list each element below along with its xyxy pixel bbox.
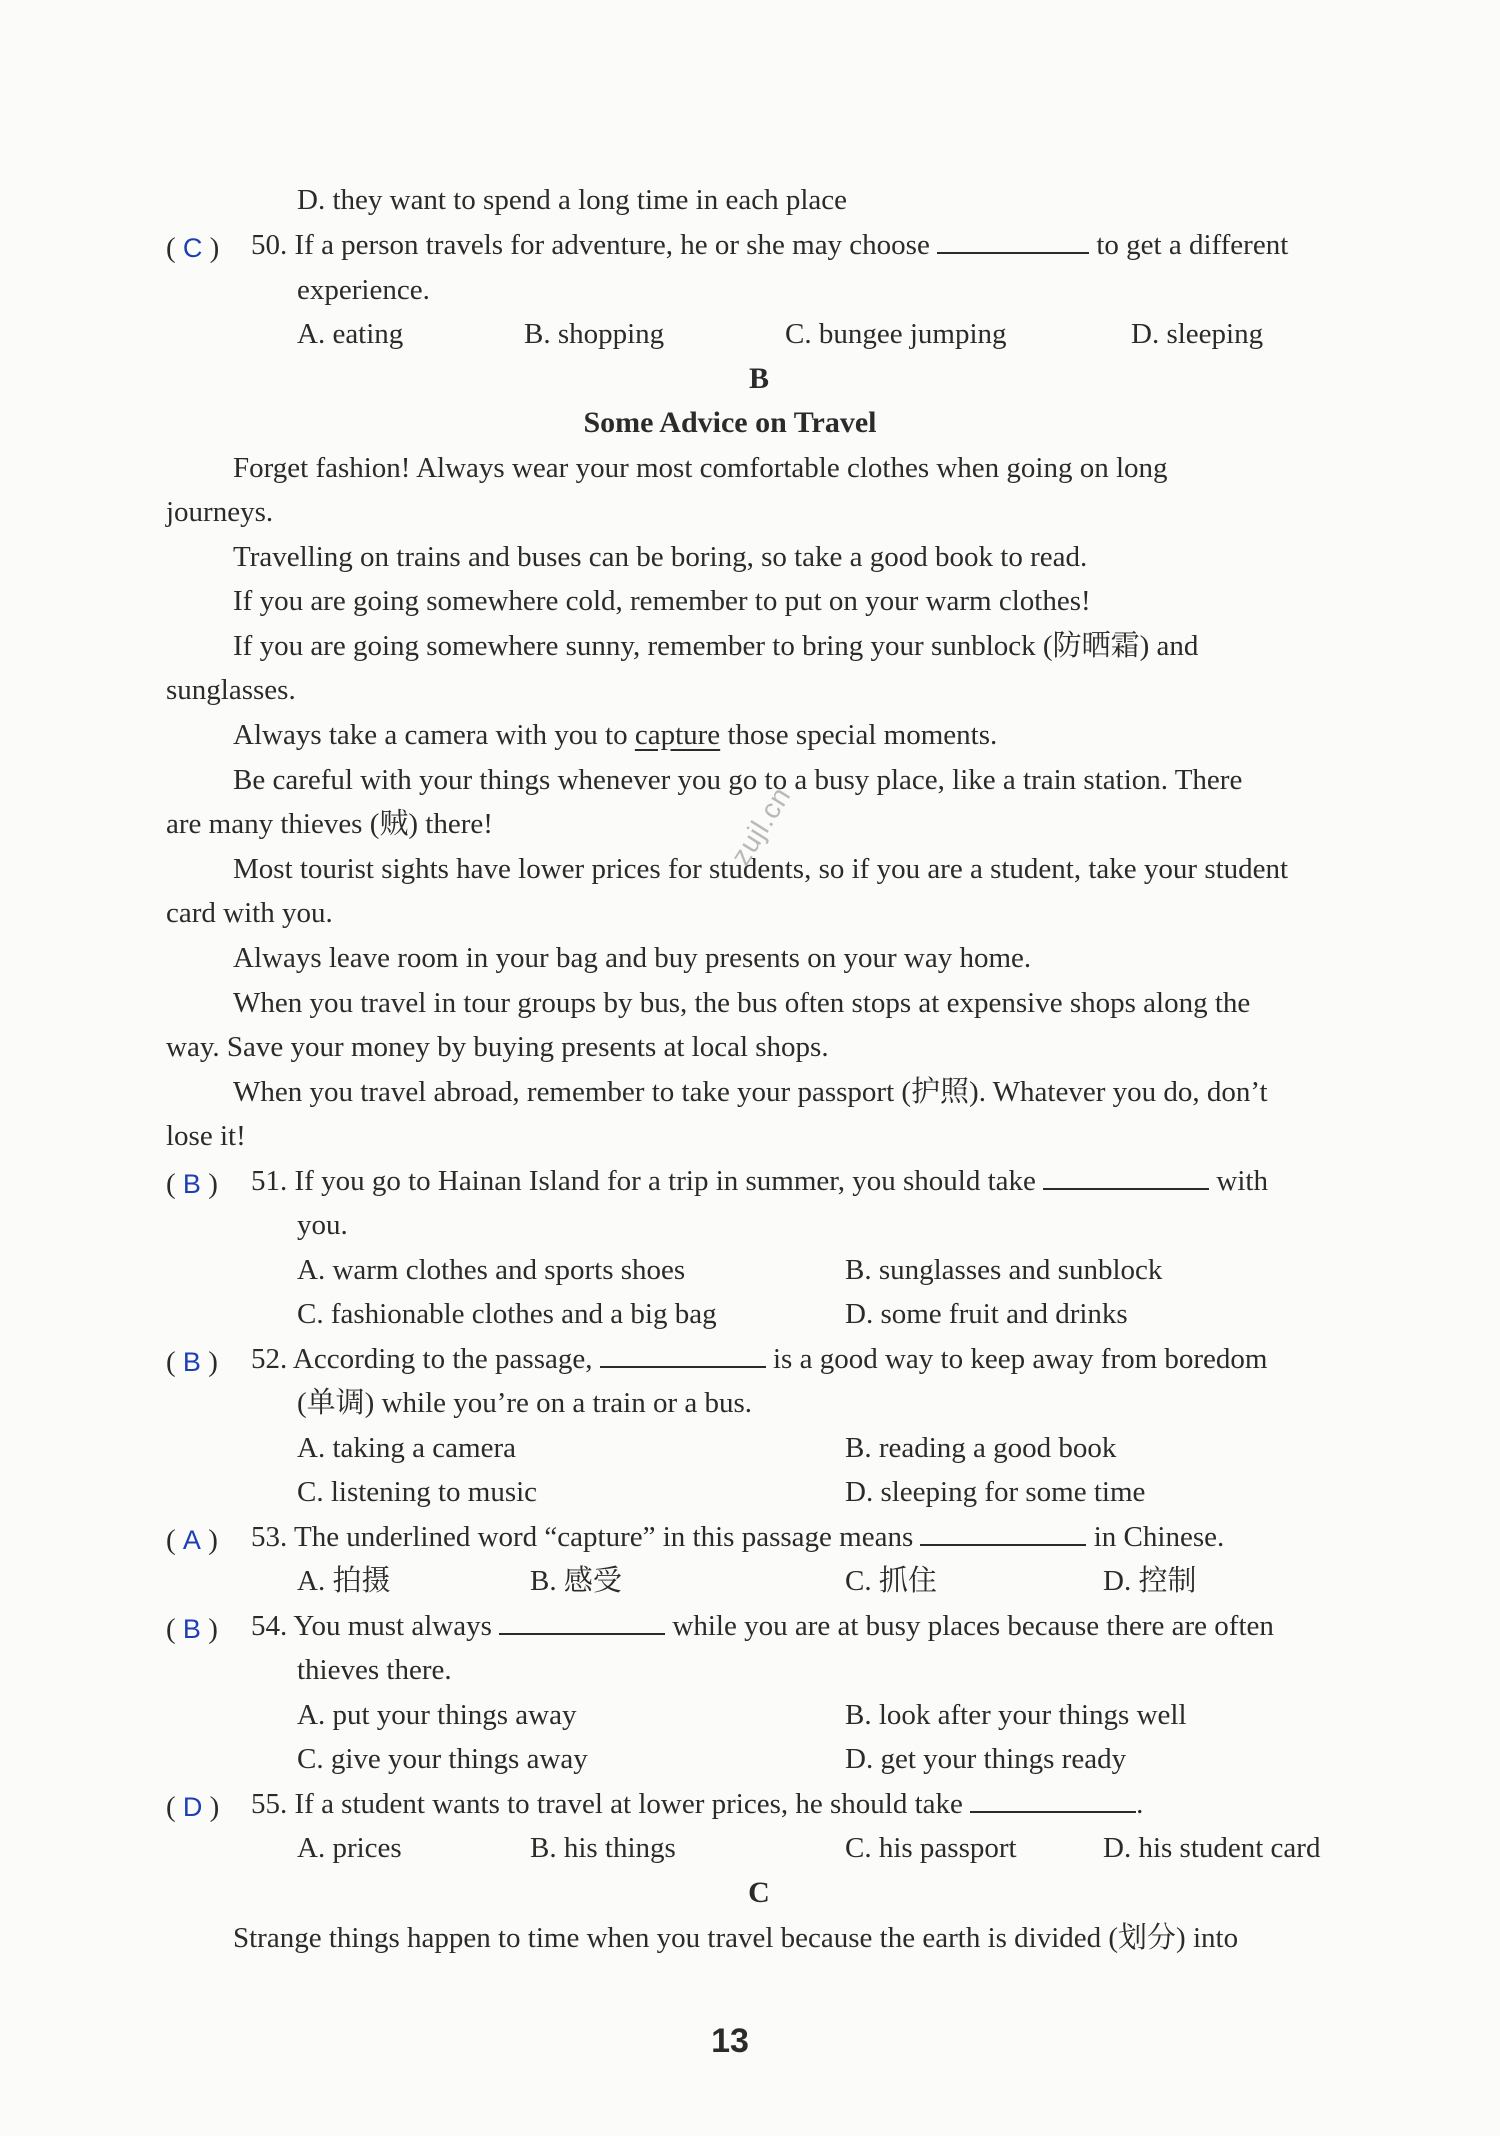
q51-option-b: B. sunglasses and sunblock [845, 1254, 1163, 1286]
passage-b-p8: Always leave room in your bag and buy presents on your way home. [233, 942, 1032, 974]
q52-blank [600, 1340, 766, 1368]
passage-b-p7-line2: card with you. [166, 897, 333, 929]
q50-option-b: B. shopping [524, 318, 665, 350]
passage-b-p10-line2: lose it! [166, 1120, 246, 1152]
q51-stem: 51. If you go to Hainan Island for a trip in summer, you should take with [251, 1161, 1268, 1201]
passage-b-p2: Travelling on trains and buses can be boring, so take a good book to read. [233, 541, 1088, 573]
q54-answer: B [182, 1614, 201, 1644]
passage-b-p1-line2: journeys. [166, 496, 274, 528]
passage-b-p1-line1: Forget fashion! Always wear your most comfortable clothes when going on long [233, 452, 1168, 484]
section-c-label: C [748, 1876, 770, 1909]
q54-option-d: D. get your things ready [845, 1743, 1127, 1775]
q55-option-a: A. prices [297, 1832, 402, 1864]
q52-answer-bracket: ( B ) [166, 1346, 218, 1378]
q50-answer: C [182, 233, 203, 263]
q50-answer-bracket: ( C ) [166, 232, 220, 264]
q54-stem-cont: thieves there. [297, 1654, 452, 1686]
q52-answer: B [182, 1347, 201, 1377]
passage-b-p7-line1: Most tourist sights have lower prices for students, so if you are a student, take your student [233, 853, 1289, 885]
q51-option-c: C. fashionable clothes and a big bag [297, 1298, 717, 1330]
underlined-word-capture: capture [634, 719, 721, 751]
q54-stem: 54. You must always while you are at busy places because there are often [251, 1606, 1274, 1646]
passage-b-p6-line1: Be careful with your things whenever you go to a busy place, like a train station. There [233, 764, 1243, 796]
passage-c-p1: Strange things happen to time when you travel because the earth is divided (划分) into [233, 1922, 1239, 1954]
q52-option-a: A. taking a camera [297, 1432, 517, 1464]
q51-option-a: A. warm clothes and sports shoes [297, 1254, 686, 1286]
q49-option-d: D. they want to spend a long time in each place [297, 184, 848, 216]
q54-option-c: C. give your things away [297, 1743, 588, 1775]
q52-stem-cont: (单调) while you’re on a train or a bus. [297, 1387, 753, 1419]
q52-option-d: D. sleeping for some time [845, 1476, 1146, 1508]
q55-answer-bracket: ( D ) [166, 1791, 220, 1823]
passage-b-p9-line1: When you travel in tour groups by bus, the bus often stops at expensive shops along the [233, 987, 1251, 1019]
q50-option-c: C. bungee jumping [785, 318, 1007, 350]
passage-b-p6-line2: are many thieves (贼) there! [166, 808, 493, 840]
section-b-label: B [748, 362, 769, 395]
q54-option-a: A. put your things away [297, 1699, 577, 1731]
q53-option-c: C. 抓住 [845, 1565, 937, 1597]
q51-answer-bracket: ( B ) [166, 1168, 218, 1200]
passage-b-p9-line2: way. Save your money by buying presents at local shops. [166, 1031, 829, 1063]
q55-option-b: B. his things [530, 1832, 676, 1864]
passage-b-p4-line2: sunglasses. [166, 674, 296, 706]
q51-blank [1043, 1162, 1209, 1190]
q50-blank [937, 226, 1089, 254]
q55-answer: D [182, 1792, 203, 1822]
q55-option-c: C. his passport [845, 1832, 1017, 1864]
q55-stem: 55. If a student wants to travel at lower prices, he should take . [251, 1784, 1143, 1824]
q51-answer: B [182, 1169, 201, 1199]
passage-b-p10-line1: When you travel abroad, remember to take your passport (护照). Whatever you do, don’t [233, 1076, 1268, 1108]
q53-option-d: D. 控制 [1103, 1565, 1197, 1597]
q50-option-a: A. eating [297, 318, 404, 350]
q52-option-c: C. listening to music [297, 1476, 538, 1508]
q55-option-d: D. his student card [1103, 1832, 1321, 1864]
q50-option-d: D. sleeping [1131, 318, 1264, 350]
q54-answer-bracket: ( B ) [166, 1613, 218, 1645]
section-b-title: Some Advice on Travel [583, 406, 877, 439]
passage-b-p4-line1: If you are going somewhere sunny, remember to bring your sunblock (防晒霜) and [233, 630, 1199, 662]
q51-option-d: D. some fruit and drinks [845, 1298, 1128, 1330]
q50-stem: 50. If a person travels for adventure, he or she may choose to get a different [251, 225, 1288, 265]
q53-option-b: B. 感受 [530, 1565, 622, 1597]
page-number: 13 [711, 2022, 749, 2060]
passage-b-p5: Always take a camera with you to capture those special moments. [233, 719, 998, 751]
q51-stem-cont: you. [297, 1209, 348, 1241]
q54-blank [499, 1607, 665, 1635]
q53-blank [920, 1518, 1086, 1546]
q50-stem-cont: experience. [297, 274, 430, 306]
q55-blank [970, 1785, 1136, 1813]
q54-option-b: B. look after your things well [845, 1699, 1187, 1731]
q52-stem: 52. According to the passage, is a good way to keep away from boredom [251, 1339, 1267, 1379]
passage-b-p3: If you are going somewhere cold, remember to put on your warm clothes! [233, 585, 1091, 617]
q53-answer-bracket: ( A ) [166, 1524, 218, 1556]
q53-stem: 53. The underlined word “capture” in this passage means in Chinese. [251, 1517, 1224, 1557]
watermark: zujl.cn [724, 780, 797, 871]
q52-option-b: B. reading a good book [845, 1432, 1117, 1464]
q53-option-a: A. 拍摄 [297, 1565, 391, 1597]
q53-answer: A [182, 1525, 201, 1555]
